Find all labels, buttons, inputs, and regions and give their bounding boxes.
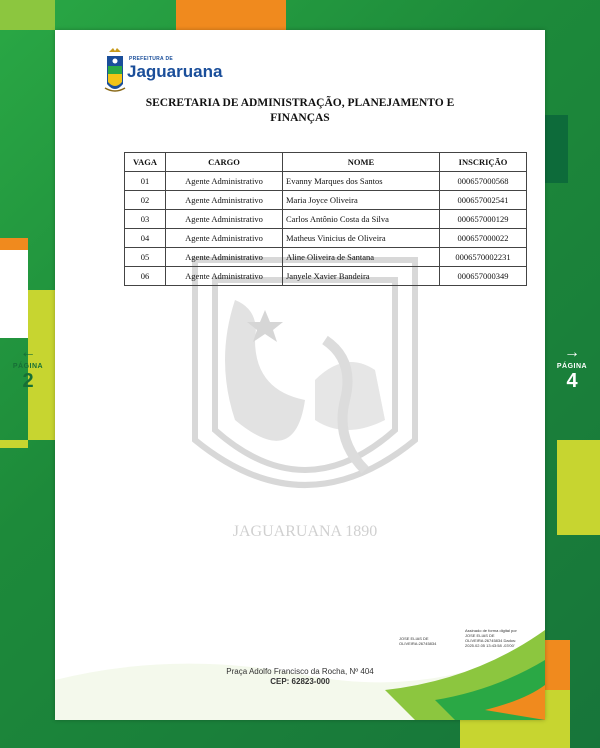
table-row	[125, 191, 527, 210]
table-row	[125, 210, 527, 229]
prev-page-number: 2	[22, 370, 34, 392]
next-page-number: 4	[566, 370, 578, 392]
lime-block	[0, 0, 55, 30]
lime-block	[557, 440, 600, 535]
column-header: VAGA	[125, 153, 166, 172]
footer-address	[185, 667, 415, 687]
vaga-cell: 06	[125, 267, 166, 286]
inscricao-cell: 000657000022	[440, 229, 527, 248]
cargo-cell: Agente Administrativo	[166, 210, 283, 229]
column-header: INSCRIÇÃO	[440, 153, 527, 172]
signature-name: JOSE ELIAS DE OLIVEIRA:26745834	[399, 636, 437, 646]
prev-page-label: PÁGINA	[12, 363, 44, 370]
inscricao-cell: 0006570002231	[440, 248, 527, 267]
inscricao-cell: 000657002541	[440, 191, 527, 210]
nome-cell: Carlos Antônio Costa da Silva	[283, 210, 440, 229]
cargo-cell: Agente Administrativo	[166, 191, 283, 210]
inscricao-cell: 000657000568	[440, 172, 527, 191]
nome-cell: Evanny Marques dos Santos	[283, 172, 440, 191]
next-page-button[interactable]	[550, 345, 594, 392]
vagas-table	[124, 152, 527, 286]
nome-cell: Aline Oliveira de Santana	[283, 248, 440, 267]
inscricao-cell: 000657000129	[440, 210, 527, 229]
cargo-cell: Agente Administrativo	[166, 267, 283, 286]
address-line: Praça Adolfo Francisco da Rocha, Nº 404	[226, 667, 374, 676]
cep-line: CEP: 62823-000	[270, 677, 330, 686]
watermark-text: JAGUARUANA 1890	[232, 523, 378, 540]
page-title: SECRETARIA DE ADMINISTRAÇÃO, PLANEJAMENTO E FINANÇAS	[145, 97, 455, 124]
column-header: CARGO	[166, 153, 283, 172]
dark-green-block	[545, 115, 568, 183]
digital-signature-stamp: Assinado de forma digital por JOSE ELIAS DE OLIVEIRA:26745834 Dados: 2025.02.05 13:43:58 -03'00'	[465, 628, 517, 648]
nome-cell: Maria Joyce Oliveira	[283, 191, 440, 210]
column-header: NOME	[283, 153, 440, 172]
table-row	[125, 229, 527, 248]
vaga-cell: 03	[125, 210, 166, 229]
vaga-cell: 05	[125, 248, 166, 267]
table-header-row	[125, 153, 527, 172]
logo-subtitle: PREFEITURA DE	[129, 56, 173, 62]
nome-cell: Janyele Xavier Bandeira	[283, 267, 440, 286]
logo-name: Jaguaruana	[127, 62, 223, 81]
cargo-cell: Agente Administrativo	[166, 248, 283, 267]
table-row	[125, 267, 527, 286]
vaga-cell: 04	[125, 229, 166, 248]
lime-block	[0, 440, 28, 448]
nome-cell: Matheus Vinicius de Oliveira	[283, 229, 440, 248]
previous-page-button[interactable]	[6, 345, 50, 392]
inscricao-cell: 000657000349	[440, 267, 527, 286]
table-row	[125, 248, 527, 267]
next-page-label: PÁGINA	[556, 363, 588, 370]
white-block	[0, 250, 28, 338]
vaga-cell: 02	[125, 191, 166, 210]
arrow-left-icon: ←	[20, 344, 36, 361]
orange-block	[176, 0, 286, 30]
table-row	[125, 172, 527, 191]
cargo-cell: Agente Administrativo	[166, 229, 283, 248]
arrow-right-icon: →	[564, 344, 580, 361]
document-page	[55, 30, 545, 720]
cargo-cell: Agente Administrativo	[166, 172, 283, 191]
vaga-cell: 01	[125, 172, 166, 191]
